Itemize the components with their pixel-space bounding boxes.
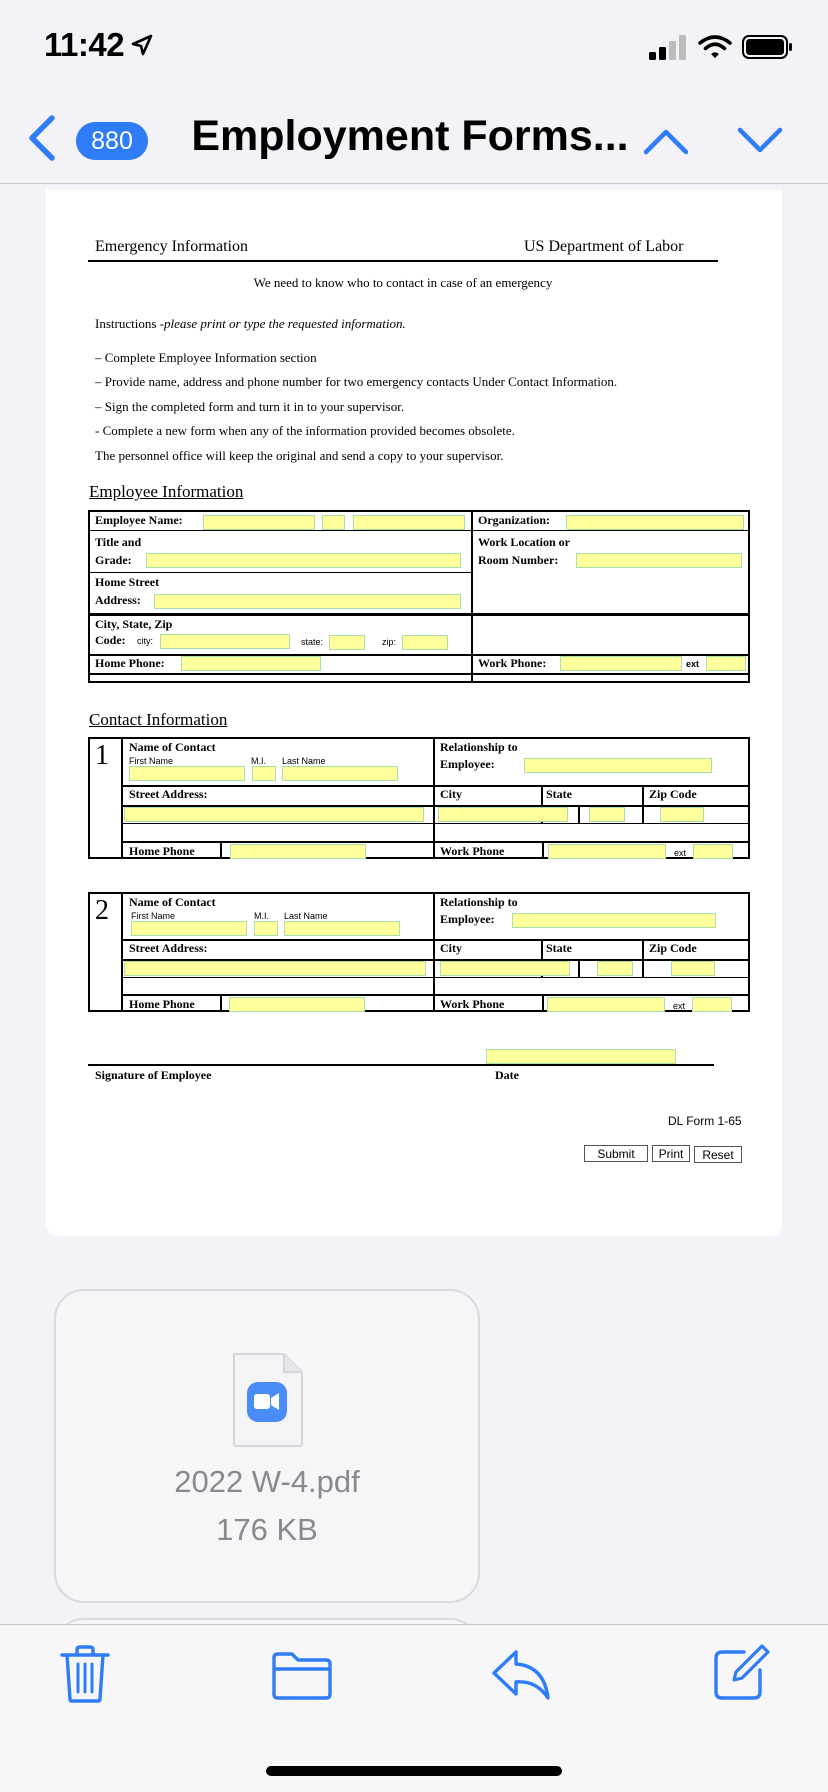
trash-icon[interactable] (58, 1644, 112, 1704)
title-grade-field[interactable] (146, 553, 461, 568)
zip-code-label: Zip Code (649, 941, 697, 955)
home-street-field[interactable] (154, 594, 461, 609)
work-ext-field[interactable] (706, 656, 746, 671)
contact-1-mi-field[interactable] (252, 766, 276, 781)
contact-2-zip-field[interactable] (671, 961, 715, 976)
first-name-label: First Name (131, 911, 176, 921)
street-address-label: Street Address: (129, 941, 208, 955)
previous-message-chevron-up-icon[interactable] (642, 120, 690, 160)
ext-label: ext (673, 1001, 686, 1011)
signature-rule (88, 1064, 714, 1066)
print-button[interactable]: Print (652, 1145, 690, 1162)
name-of-contact-label: Name of Contact (129, 895, 216, 909)
date-field[interactable] (486, 1049, 676, 1064)
contact-1-street-field[interactable] (124, 807, 424, 822)
ext-label: ext (674, 848, 687, 858)
employee-section-title: Employee Information (89, 482, 244, 501)
zip-small-label: zip: (382, 637, 397, 647)
signature-label: Signature of Employee (95, 1068, 212, 1082)
home-street-label: Home Street (95, 575, 160, 589)
form-header-right: US Department of Labor (524, 238, 684, 255)
unread-count-badge[interactable]: 880 (76, 122, 148, 160)
home-phone-field[interactable] (181, 656, 321, 671)
home-indicator[interactable] (266, 1766, 562, 1776)
employee-name-label: Employee Name: (95, 513, 183, 527)
contact-1-zip-field[interactable] (660, 807, 704, 822)
reply-icon[interactable] (490, 1648, 552, 1702)
instruction-line: The personnel office will keep the original and send a copy to your supervisor. (95, 448, 504, 463)
work-location-label: Room Number: (478, 553, 559, 567)
folder-icon[interactable] (270, 1650, 334, 1702)
state-small-label: state: (301, 637, 324, 647)
home-city-field[interactable] (160, 634, 290, 649)
relationship-label: Relationship to (440, 740, 518, 754)
form-subtitle: We need to know who to contact in case of an emergency (253, 275, 553, 290)
last-name-label: Last Name (284, 911, 328, 921)
ext-label: ext (686, 659, 700, 669)
work-phone-label: Work Phone (440, 844, 505, 858)
employee-mi-field[interactable] (322, 515, 345, 530)
battery-icon (742, 34, 794, 60)
street-address-label: Street Address: (129, 787, 208, 801)
contact-1-ext-field[interactable] (693, 844, 733, 859)
contact-1-first-name-field[interactable] (129, 766, 245, 781)
relationship-label: Relationship to (440, 895, 518, 909)
city-label: City (440, 941, 462, 955)
city-label: City (440, 787, 462, 801)
contact-2-mi-field[interactable] (254, 921, 278, 936)
home-state-field[interactable] (329, 635, 365, 650)
contact-2-home-phone-field[interactable] (229, 997, 365, 1012)
contact-2-relationship-field[interactable] (512, 913, 716, 928)
contact-2-first-name-field[interactable] (131, 921, 247, 936)
employee-first-name-field[interactable] (203, 515, 315, 530)
home-phone-label: Home Phone: (95, 656, 165, 670)
zip-code-label: Zip Code (649, 787, 697, 801)
name-of-contact-label: Name of Contact (129, 740, 216, 754)
city-state-zip-label: City, State, Zip (95, 617, 173, 631)
relationship-label: Employee: (440, 912, 495, 926)
home-zip-field[interactable] (402, 635, 448, 650)
contact-2-city-field[interactable] (440, 961, 570, 976)
pdf-preview[interactable] (46, 190, 782, 1236)
contact-2-street-field[interactable] (124, 961, 426, 976)
back-chevron-icon[interactable] (22, 112, 62, 164)
title-grade-label: Grade: (95, 553, 132, 567)
instructions-heading: Instructions -please print or type the requested information. (95, 316, 406, 331)
compose-icon[interactable] (712, 1644, 770, 1702)
contact-2-last-name-field[interactable] (284, 921, 400, 936)
attachment-size: 176 KB (216, 1512, 318, 1547)
wifi-icon (698, 34, 732, 60)
next-message-chevron-down-icon[interactable] (736, 120, 784, 160)
title-grade-label: Title and (95, 535, 142, 549)
mi-label: M.I. (251, 756, 266, 766)
work-phone-label: Work Phone (440, 997, 505, 1011)
contact-1-relationship-field[interactable] (524, 758, 712, 773)
submit-button[interactable]: Submit (584, 1145, 648, 1162)
contact-number: 1 (95, 740, 109, 771)
form-id: DL Form 1-65 (668, 1114, 742, 1128)
organization-label: Organization: (478, 513, 550, 527)
contact-1-home-phone-field[interactable] (230, 844, 366, 859)
room-number-field[interactable] (576, 553, 742, 568)
contact-1-state-field[interactable] (589, 807, 625, 822)
employee-last-name-field[interactable] (353, 515, 465, 530)
header-rule (88, 260, 718, 262)
cellular-signal-icon (648, 34, 688, 60)
work-location-label: Work Location or (478, 535, 570, 549)
instruction-line: – Provide name, address and phone number for two emergency contacts Under Contact Information. (95, 374, 618, 389)
contact-2-work-phone-field[interactable] (547, 997, 665, 1012)
video-camera-icon (230, 1352, 304, 1448)
first-name-label: First Name (129, 756, 174, 766)
instruction-line: – Complete Employee Information section (95, 350, 317, 365)
status-time: 11:42 (44, 26, 154, 64)
contact-1-last-name-field[interactable] (282, 766, 398, 781)
contact-2-ext-field[interactable] (692, 997, 732, 1012)
work-phone-label: Work Phone: (478, 656, 547, 670)
page-title: Employment Forms... (191, 112, 629, 160)
work-phone-field[interactable] (560, 656, 682, 671)
status-icons (648, 34, 794, 60)
home-street-label: Address: (95, 593, 141, 607)
contact-1-work-phone-field[interactable] (548, 844, 666, 859)
last-name-label: Last Name (282, 756, 326, 766)
state-label: State (546, 941, 572, 955)
city-state-zip-label: Code: (95, 633, 126, 647)
date-label: Date (495, 1068, 519, 1082)
file-document-icon (230, 1352, 304, 1448)
organization-field[interactable] (566, 515, 744, 530)
contact-number: 2 (95, 895, 109, 926)
contact-2-state-field[interactable] (597, 961, 633, 976)
state-label: State (546, 787, 572, 801)
relationship-label: Employee: (440, 757, 495, 771)
mi-label: M.I. (254, 911, 269, 921)
instruction-line: – Sign the completed form and turn it in to your supervisor. (95, 399, 405, 414)
reset-button[interactable]: Reset (694, 1146, 742, 1163)
location-arrow-icon (130, 33, 154, 57)
instruction-line: - Complete a new form when any of the information provided becomes obsolete. (95, 423, 515, 438)
city-small-label: city: (137, 636, 154, 646)
home-phone-label: Home Phone (129, 997, 195, 1011)
contact-section-title: Contact Information (89, 710, 228, 729)
home-phone-label: Home Phone (129, 844, 195, 858)
attachment-filename: 2022 W-4.pdf (174, 1464, 360, 1499)
form-header-left: Emergency Information (95, 238, 248, 255)
contact-1-city-field[interactable] (438, 807, 568, 822)
